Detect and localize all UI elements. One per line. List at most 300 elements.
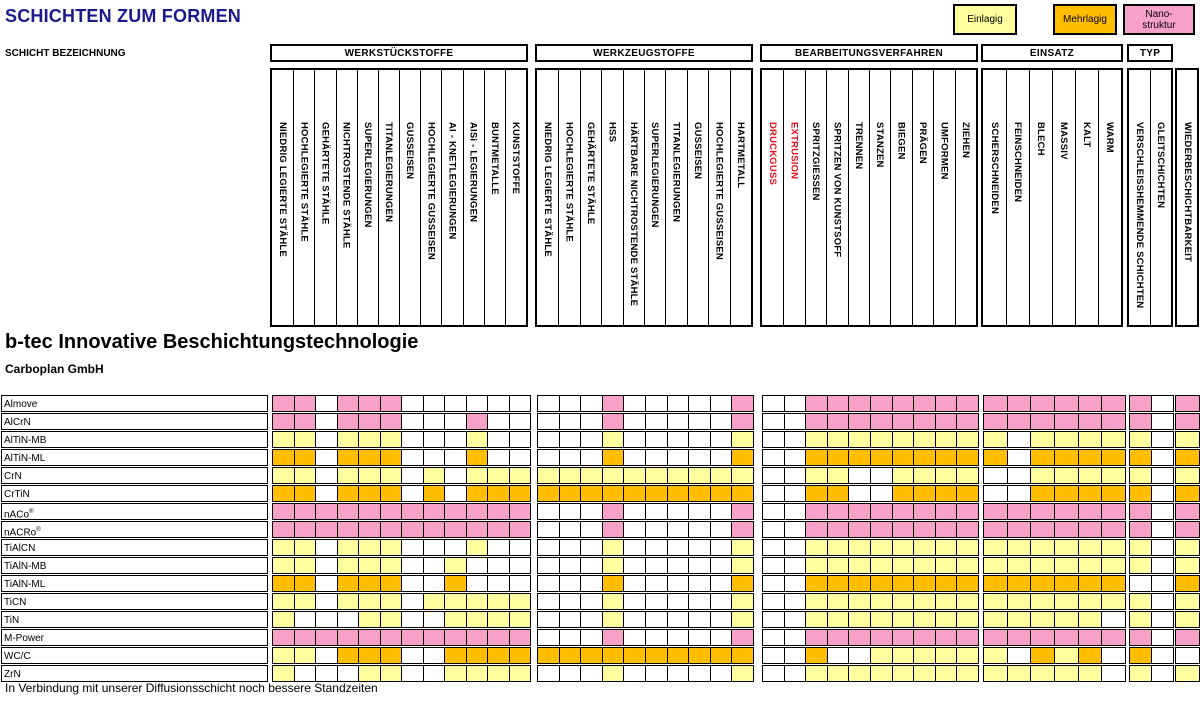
matrix-cell bbox=[537, 485, 560, 502]
matrix-cell bbox=[423, 611, 446, 628]
matrix-cell bbox=[559, 449, 582, 466]
matrix-cell bbox=[1030, 629, 1055, 646]
matrix-cell bbox=[1101, 665, 1126, 682]
matrix-cell bbox=[913, 593, 936, 610]
matrix-cell bbox=[913, 449, 936, 466]
matrix-cell bbox=[315, 467, 338, 484]
matrix-cell bbox=[1030, 503, 1055, 520]
matrix-cell bbox=[1054, 467, 1079, 484]
matrix-cell bbox=[559, 539, 582, 556]
matrix-cell bbox=[294, 611, 317, 628]
matrix-cell bbox=[537, 395, 560, 412]
matrix-cell bbox=[444, 557, 467, 574]
column-label: KALT bbox=[1081, 122, 1092, 148]
matrix-cell bbox=[380, 413, 403, 430]
matrix-cell bbox=[645, 665, 668, 682]
row-label bbox=[1, 485, 268, 502]
matrix-cell bbox=[1175, 593, 1200, 610]
matrix-cell bbox=[337, 539, 360, 556]
matrix-cell bbox=[1030, 665, 1055, 682]
matrix-cell bbox=[913, 467, 936, 484]
matrix-cell bbox=[1007, 485, 1032, 502]
matrix-cell bbox=[1151, 557, 1174, 574]
matrix-cell bbox=[892, 503, 915, 520]
matrix-cell bbox=[784, 521, 807, 538]
matrix-cell bbox=[731, 647, 754, 664]
matrix-cell bbox=[602, 503, 625, 520]
row-label bbox=[1, 557, 268, 574]
matrix-cell bbox=[466, 413, 489, 430]
row-label bbox=[1, 503, 268, 520]
matrix-cell bbox=[1151, 413, 1174, 430]
matrix-cell bbox=[294, 647, 317, 664]
legend-item-1: Mehrlagig bbox=[1053, 4, 1117, 35]
matrix-cell bbox=[623, 431, 646, 448]
row-label bbox=[1, 413, 268, 430]
matrix-cell bbox=[870, 665, 893, 682]
matrix-cell bbox=[1054, 593, 1079, 610]
matrix-cell bbox=[380, 431, 403, 448]
matrix-cell bbox=[315, 629, 338, 646]
matrix-cell bbox=[1030, 557, 1055, 574]
matrix-cell bbox=[688, 521, 711, 538]
matrix-cell bbox=[487, 503, 510, 520]
matrix-cell bbox=[956, 485, 979, 502]
matrix-cell bbox=[315, 431, 338, 448]
matrix-cell bbox=[827, 395, 850, 412]
column-label: WIEDERBESCHICHTBARKEIT bbox=[1182, 122, 1193, 263]
matrix-cell bbox=[913, 539, 936, 556]
matrix-cell bbox=[762, 647, 785, 664]
column-label: HOCHLEGIERTE GUSSEISEN bbox=[713, 122, 725, 260]
matrix-cell bbox=[337, 503, 360, 520]
matrix-cell bbox=[1151, 665, 1174, 682]
matrix-cell bbox=[1007, 467, 1032, 484]
matrix-cell bbox=[1078, 413, 1103, 430]
column-label: FEINSCHNEIDEN bbox=[1012, 122, 1023, 203]
matrix-cell bbox=[623, 593, 646, 610]
matrix-cell bbox=[983, 413, 1008, 430]
matrix-cell bbox=[423, 485, 446, 502]
matrix-cell bbox=[935, 647, 958, 664]
matrix-cell bbox=[380, 449, 403, 466]
matrix-cell bbox=[667, 647, 690, 664]
matrix-cell bbox=[892, 665, 915, 682]
matrix-cell bbox=[688, 629, 711, 646]
matrix-cell bbox=[602, 665, 625, 682]
matrix-cell bbox=[1007, 647, 1032, 664]
matrix-cell bbox=[559, 413, 582, 430]
matrix-cell bbox=[870, 557, 893, 574]
matrix-cell bbox=[784, 611, 807, 628]
matrix-cell bbox=[1007, 395, 1032, 412]
matrix-cell bbox=[913, 485, 936, 502]
matrix-cell bbox=[805, 575, 828, 592]
column-label: PRÄGEN bbox=[917, 122, 928, 164]
matrix-cell bbox=[913, 629, 936, 646]
matrix-cell bbox=[423, 521, 446, 538]
matrix-cell bbox=[380, 665, 403, 682]
matrix-cell bbox=[272, 449, 295, 466]
matrix-cell bbox=[1030, 485, 1055, 502]
matrix-cell bbox=[1078, 449, 1103, 466]
matrix-cell bbox=[358, 629, 381, 646]
matrix-cell bbox=[580, 611, 603, 628]
matrix-cell bbox=[509, 503, 532, 520]
matrix-cell bbox=[870, 575, 893, 592]
matrix-cell bbox=[337, 431, 360, 448]
matrix-cell bbox=[466, 503, 489, 520]
matrix-cell bbox=[1030, 431, 1055, 448]
matrix-cell bbox=[537, 593, 560, 610]
row-label bbox=[1, 629, 268, 646]
matrix-cell bbox=[337, 665, 360, 682]
matrix-cell bbox=[272, 467, 295, 484]
matrix-cell bbox=[1151, 467, 1174, 484]
matrix-cell bbox=[559, 485, 582, 502]
matrix-cell bbox=[1078, 593, 1103, 610]
matrix-cell bbox=[935, 593, 958, 610]
matrix-cell bbox=[956, 521, 979, 538]
matrix-cell bbox=[401, 575, 424, 592]
matrix-cell bbox=[509, 593, 532, 610]
matrix-cell bbox=[294, 665, 317, 682]
matrix-cell bbox=[487, 665, 510, 682]
matrix-cell bbox=[870, 521, 893, 538]
matrix-cell bbox=[1129, 557, 1152, 574]
matrix-cell bbox=[710, 467, 733, 484]
matrix-cell bbox=[762, 539, 785, 556]
matrix-cell bbox=[444, 395, 467, 412]
matrix-cell bbox=[602, 395, 625, 412]
matrix-cell bbox=[272, 431, 295, 448]
matrix-cell bbox=[935, 611, 958, 628]
matrix-cell bbox=[935, 395, 958, 412]
matrix-cell bbox=[913, 413, 936, 430]
matrix-cell bbox=[784, 593, 807, 610]
matrix-cell bbox=[580, 665, 603, 682]
column-labels-2 bbox=[760, 68, 978, 327]
matrix-cell bbox=[380, 647, 403, 664]
matrix-cell bbox=[710, 485, 733, 502]
legend-item-2: Nano- struktur bbox=[1123, 4, 1195, 35]
matrix-cell bbox=[731, 449, 754, 466]
matrix-cell bbox=[487, 449, 510, 466]
matrix-cell bbox=[848, 611, 871, 628]
matrix-cell bbox=[827, 593, 850, 610]
matrix-cell bbox=[537, 431, 560, 448]
matrix-cell bbox=[1078, 467, 1103, 484]
matrix-cell bbox=[1175, 431, 1200, 448]
matrix-cell bbox=[401, 467, 424, 484]
matrix-cell bbox=[623, 413, 646, 430]
column-label: TITANLEGIERUNGEN bbox=[670, 122, 682, 223]
matrix-cell bbox=[580, 431, 603, 448]
matrix-cell bbox=[537, 449, 560, 466]
row-label-text: AlCrN bbox=[4, 417, 31, 428]
matrix-cell bbox=[892, 539, 915, 556]
matrix-cell bbox=[487, 467, 510, 484]
row-label-text: TiCN bbox=[4, 597, 27, 608]
matrix-cell bbox=[423, 575, 446, 592]
matrix-cell bbox=[623, 611, 646, 628]
matrix-cell bbox=[401, 611, 424, 628]
matrix-cell bbox=[710, 647, 733, 664]
matrix-cell bbox=[380, 539, 403, 556]
matrix-cell bbox=[1129, 539, 1152, 556]
row-label-text: AlTiN-ML bbox=[4, 453, 46, 464]
row-label bbox=[1, 395, 268, 412]
matrix-cell bbox=[956, 575, 979, 592]
matrix-cell bbox=[401, 485, 424, 502]
matrix-cell bbox=[870, 503, 893, 520]
matrix-cell bbox=[870, 629, 893, 646]
matrix-cell bbox=[784, 665, 807, 682]
matrix-cell bbox=[602, 611, 625, 628]
matrix-cell bbox=[1007, 593, 1032, 610]
matrix-cell bbox=[1030, 575, 1055, 592]
column-label: NIEDRIG LEGIERTE STÄHLE bbox=[277, 122, 289, 257]
matrix-cell bbox=[315, 557, 338, 574]
matrix-cell bbox=[983, 431, 1008, 448]
matrix-cell bbox=[667, 665, 690, 682]
matrix-cell bbox=[315, 539, 338, 556]
matrix-cell bbox=[645, 413, 668, 430]
matrix-cell bbox=[487, 539, 510, 556]
matrix-cell bbox=[423, 647, 446, 664]
column-label: DRUCKGUSS bbox=[767, 122, 779, 186]
matrix-cell bbox=[1101, 485, 1126, 502]
matrix-cell bbox=[466, 449, 489, 466]
matrix-cell bbox=[315, 449, 338, 466]
matrix-cell bbox=[315, 395, 338, 412]
matrix-cell bbox=[784, 575, 807, 592]
matrix-cell bbox=[1101, 575, 1126, 592]
column-label: SPRITZGIESSEN bbox=[810, 122, 821, 201]
matrix-cell bbox=[580, 449, 603, 466]
matrix-cell bbox=[784, 395, 807, 412]
matrix-cell bbox=[1054, 521, 1079, 538]
group-header-1: WERKZEUGSTOFFE bbox=[535, 44, 753, 62]
row-label bbox=[1, 539, 268, 556]
matrix-cell bbox=[559, 467, 582, 484]
matrix-cell bbox=[444, 449, 467, 466]
matrix-cell bbox=[870, 611, 893, 628]
matrix-cell bbox=[1175, 557, 1200, 574]
matrix-cell bbox=[688, 503, 711, 520]
matrix-cell bbox=[623, 557, 646, 574]
matrix-cell bbox=[487, 413, 510, 430]
matrix-cell bbox=[444, 665, 467, 682]
matrix-cell bbox=[848, 431, 871, 448]
matrix-cell bbox=[1151, 449, 1174, 466]
matrix-cell bbox=[444, 413, 467, 430]
matrix-cell bbox=[645, 521, 668, 538]
matrix-cell bbox=[401, 521, 424, 538]
matrix-cell bbox=[688, 557, 711, 574]
matrix-cell bbox=[805, 665, 828, 682]
matrix-cell bbox=[935, 575, 958, 592]
matrix-cell bbox=[337, 647, 360, 664]
column-label: NIEDRIG LEGIERTE STÄHLE bbox=[542, 122, 554, 257]
row-label-text: TiN bbox=[4, 615, 20, 626]
matrix-cell bbox=[358, 485, 381, 502]
matrix-cell bbox=[337, 575, 360, 592]
column-label: BUNTMETALLE bbox=[488, 122, 500, 195]
matrix-cell bbox=[537, 629, 560, 646]
matrix-cell bbox=[827, 413, 850, 430]
matrix-cell bbox=[688, 395, 711, 412]
matrix-cell bbox=[667, 503, 690, 520]
matrix-cell bbox=[444, 503, 467, 520]
matrix-cell bbox=[1129, 467, 1152, 484]
matrix-cell bbox=[1129, 575, 1152, 592]
matrix-cell bbox=[509, 413, 532, 430]
matrix-cell bbox=[315, 503, 338, 520]
matrix-cell bbox=[466, 665, 489, 682]
matrix-cell bbox=[423, 431, 446, 448]
matrix-cell bbox=[913, 395, 936, 412]
matrix-cell bbox=[580, 593, 603, 610]
matrix-cell bbox=[423, 593, 446, 610]
matrix-cell bbox=[466, 575, 489, 592]
column-label: BIEGEN bbox=[895, 122, 907, 160]
matrix-cell bbox=[870, 431, 893, 448]
matrix-cell bbox=[827, 629, 850, 646]
matrix-cell bbox=[602, 521, 625, 538]
matrix-cell bbox=[294, 431, 317, 448]
matrix-cell bbox=[667, 557, 690, 574]
matrix-cell bbox=[645, 593, 668, 610]
matrix-cell bbox=[688, 593, 711, 610]
matrix-cell bbox=[559, 395, 582, 412]
matrix-cell bbox=[1007, 629, 1032, 646]
matrix-cell bbox=[1101, 449, 1126, 466]
matrix-cell bbox=[731, 611, 754, 628]
matrix-cell bbox=[623, 485, 646, 502]
matrix-cell bbox=[710, 665, 733, 682]
matrix-cell bbox=[667, 413, 690, 430]
matrix-cell bbox=[487, 629, 510, 646]
matrix-cell bbox=[380, 467, 403, 484]
company-title: b-tec Innovative Beschichtungstechnologie bbox=[5, 331, 419, 353]
matrix-cell bbox=[688, 485, 711, 502]
matrix-cell bbox=[983, 629, 1008, 646]
matrix-cell bbox=[784, 629, 807, 646]
matrix-cell bbox=[913, 665, 936, 682]
column-label: TRENNEN bbox=[852, 122, 864, 170]
matrix-cell bbox=[580, 629, 603, 646]
matrix-cell bbox=[487, 647, 510, 664]
matrix-cell bbox=[1151, 611, 1174, 628]
matrix-cell bbox=[710, 611, 733, 628]
matrix-cell bbox=[983, 665, 1008, 682]
column-label: GUSSEISEN bbox=[692, 122, 703, 180]
matrix-cell bbox=[1078, 521, 1103, 538]
matrix-cell bbox=[337, 611, 360, 628]
matrix-cell bbox=[509, 557, 532, 574]
matrix-cell bbox=[444, 485, 467, 502]
matrix-cell bbox=[509, 395, 532, 412]
matrix-cell bbox=[870, 647, 893, 664]
matrix-cell bbox=[509, 665, 532, 682]
matrix-cell bbox=[892, 611, 915, 628]
matrix-cell bbox=[423, 395, 446, 412]
matrix-cell bbox=[956, 467, 979, 484]
matrix-cell bbox=[1101, 539, 1126, 556]
matrix-cell bbox=[710, 449, 733, 466]
matrix-cell bbox=[1054, 431, 1079, 448]
matrix-cell bbox=[401, 539, 424, 556]
matrix-cell bbox=[805, 557, 828, 574]
matrix-cell bbox=[784, 467, 807, 484]
column-labels-1 bbox=[535, 68, 753, 327]
matrix-cell bbox=[466, 647, 489, 664]
matrix-cell bbox=[827, 503, 850, 520]
matrix-cell bbox=[645, 431, 668, 448]
matrix-cell bbox=[710, 503, 733, 520]
matrix-cell bbox=[667, 521, 690, 538]
matrix-cell bbox=[1007, 413, 1032, 430]
matrix-cell bbox=[1007, 665, 1032, 682]
matrix-cell bbox=[1129, 431, 1152, 448]
matrix-cell bbox=[667, 395, 690, 412]
matrix-cell bbox=[559, 575, 582, 592]
matrix-cell bbox=[1078, 575, 1103, 592]
matrix-cell bbox=[315, 521, 338, 538]
matrix-cell bbox=[935, 521, 958, 538]
matrix-cell bbox=[827, 431, 850, 448]
matrix-cell bbox=[710, 557, 733, 574]
column-label: BLECH bbox=[1035, 122, 1046, 156]
matrix-cell bbox=[537, 557, 560, 574]
matrix-cell bbox=[731, 485, 754, 502]
matrix-cell bbox=[1078, 503, 1103, 520]
matrix-cell bbox=[358, 467, 381, 484]
row-label-text: nACRo bbox=[4, 527, 37, 539]
matrix-cell bbox=[805, 503, 828, 520]
matrix-cell bbox=[294, 521, 317, 538]
matrix-cell bbox=[983, 503, 1008, 520]
matrix-cell bbox=[272, 647, 295, 664]
matrix-cell bbox=[762, 593, 785, 610]
matrix-cell bbox=[710, 593, 733, 610]
row-label bbox=[1, 467, 268, 484]
row-label bbox=[1, 449, 268, 466]
matrix-cell bbox=[731, 413, 754, 430]
matrix-cell bbox=[1054, 557, 1079, 574]
matrix-cell bbox=[272, 665, 295, 682]
matrix-cell bbox=[537, 521, 560, 538]
matrix-cell bbox=[1007, 449, 1032, 466]
matrix-cell bbox=[1007, 575, 1032, 592]
matrix-cell bbox=[1175, 503, 1200, 520]
matrix-cell bbox=[827, 539, 850, 556]
matrix-cell bbox=[466, 467, 489, 484]
matrix-cell bbox=[935, 629, 958, 646]
matrix-cell bbox=[805, 629, 828, 646]
matrix-cell bbox=[358, 395, 381, 412]
matrix-cell bbox=[870, 485, 893, 502]
matrix-cell bbox=[935, 431, 958, 448]
column-label: NICHTROSTENDE STÄHLE bbox=[340, 122, 352, 249]
matrix-cell bbox=[983, 539, 1008, 556]
matrix-cell bbox=[401, 647, 424, 664]
matrix-cell bbox=[805, 467, 828, 484]
matrix-cell bbox=[423, 503, 446, 520]
row-label-text: M-Power bbox=[4, 633, 45, 644]
matrix-cell bbox=[337, 557, 360, 574]
